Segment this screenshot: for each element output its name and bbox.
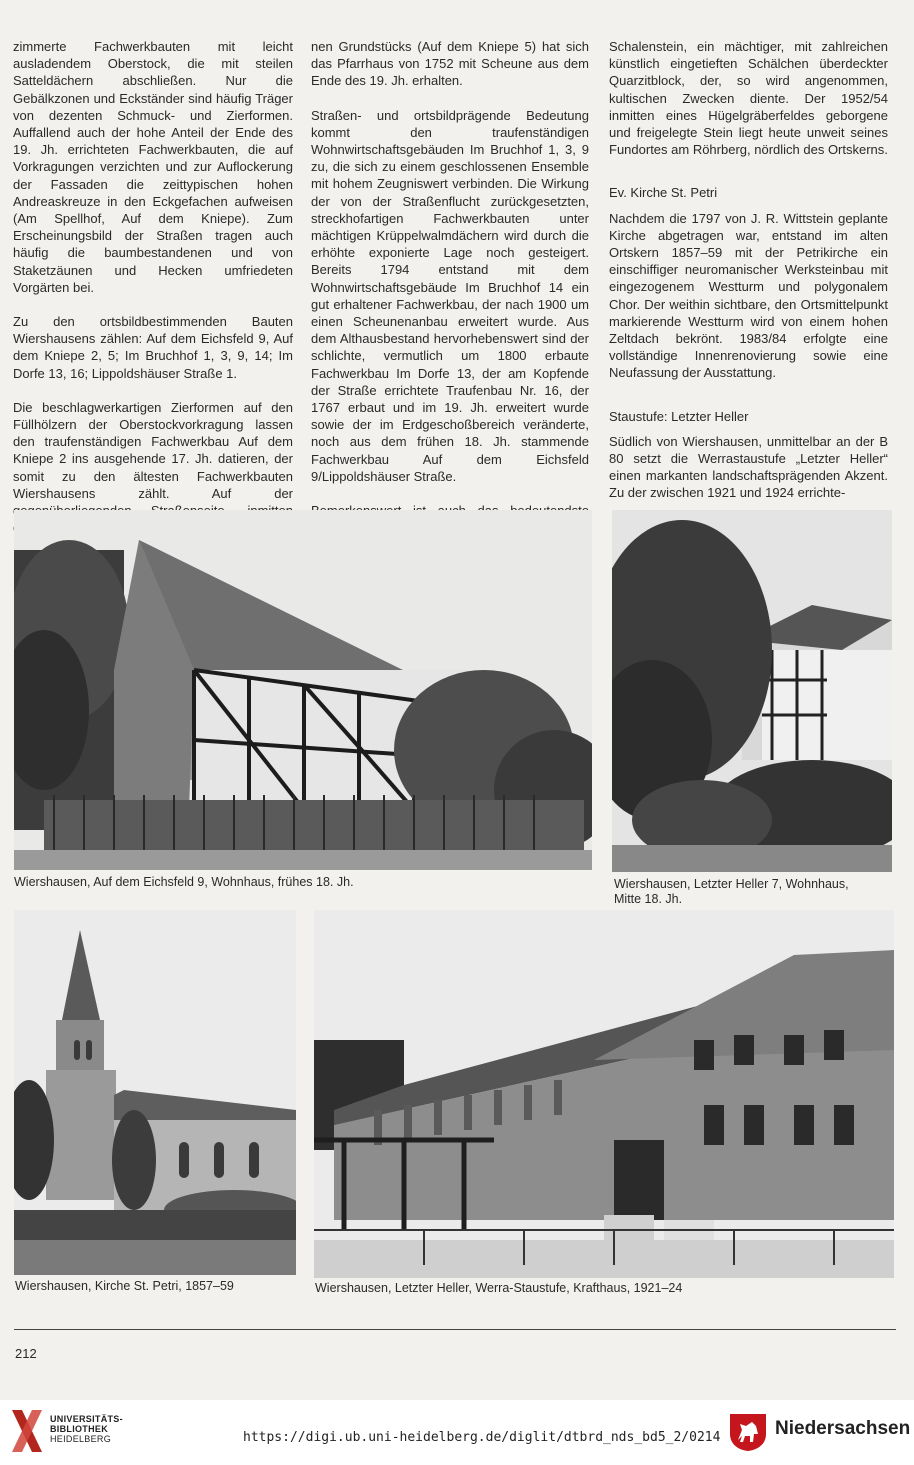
- photo-letzter-heller-house: [612, 510, 892, 872]
- uni-name-line: BIBLIOTHEK: [50, 1424, 108, 1434]
- photo-eichsfeld-house: [14, 510, 592, 870]
- section-heading: Staustufe: Letzter Heller: [609, 408, 749, 424]
- university-library-name: [50, 1414, 123, 1444]
- photo-church-st-petri: [14, 910, 296, 1275]
- page-number: 212: [15, 1346, 37, 1361]
- paragraph: Die beschlagwerkartigen Zierformen auf den Füllhölzern der Oberstockvorkragung lassen den traufenständigen Fachwerkbau Auf dem Kniepe 2 ins ausgehende 17. Jh. datieren, der somit zu den ältesten Fachwerkbauten Wiershausens zählt. Auf der: [13, 399, 293, 501]
- photo-caption: Wiershausen, Auf dem Eichsfeld 9, Wohnhaus, frühes 18. Jh.: [14, 875, 354, 889]
- university-library-logo-icon[interactable]: [8, 1406, 46, 1456]
- paragraph: Nachdem die 1797 von J. R. Wittstein geplante Kirche abgetragen war, entstand im alten Ortskern 1857–59 mit der Petrikirche ein einschiffiger neuromanischer Werksteinbau mit eingezogenem Westturm und polygonalem Chor. Der weithin sichtbare, den Ortsmittelpunkt markierende Westturm wird von einem hohen Zeltdach bekrönt. 1983/84 erfolgte eine vollständige Innenrenovierung sowie eine Neufassung der Ausstattung.: [609, 210, 888, 381]
- caption-line: Wiershausen, Letzter Heller 7, Wohnhaus,: [614, 877, 849, 891]
- photo-caption: [614, 877, 849, 907]
- paragraph: Zu den ortsbildbestimmenden Bauten Wiershausens zählen: Auf dem Eichsfeld 9, Auf dem Kniepe 2, 5; Im Bruchhof 1, 3, 9, 14; Im Dorfe 13, 16; Lippoldshäuser Straße 1.: [13, 314, 293, 381]
- paragraph: Schalenstein, ein mächtiger, mit zahlreichen künstlich eingetieften Schälchen überdeckter Quarzitblock, der, so wird angenommen, kultischen Zwecken diente. Der 1952/54 inmitten eines Hügelgräberfeldes geborgene und freigelegte Stein liegt heute unweit seines Fundortes am Röhrberg, nördlich des Ortskerns.: [609, 39, 888, 158]
- digitization-url-link[interactable]: https://digi.ub.uni-heidelberg.de/diglit/dtbrd_nds_bd5_2/0214: [243, 1430, 721, 1445]
- paragraph: Straßen- und ortsbildprägende Bedeutung kommt den traufenständigen Wohnwirtschaftsgebäuden Im Bruchhof 1, 3, 9 zu, die sich zu einem geschlossenen Ensemble mit hohem Zeugniswert verbinden. Die Wirkung der von der Straßenflucht zurückgesetzten, streckhofartigen Fachwerkbauten unter mächtigen Krüppelwalmdächern wird durch die erhöhte exponierte Lage noch gesteigert. Bereits 1794 entstand mit dem Wohnwirtschaftsgebäude Im Bruchhof 14 ein gut erhaltener Fachwerkbau, der nach 1900 um einen Scheunenanbau erweitert wurde. Aus dem Althausbestand hervorhebenswert sind der schlichte, vermutlich um 1800 erbaute Fachwerkbau Im Dorfe 13, der am Kopfende der Straße errichtete Traufenbau Nr. 16, der 1767 erbaut und im 19. Jh. erweitert wurde sowie der im Erdgeschoßbereich veränderte, noch aus dem frühen 18. Jh. stammende Fachwerkbau Auf dem Eichsfeld 9/Lippoldshäuser Straße.: [311, 107, 589, 484]
- text-column-1: [13, 38, 293, 553]
- state-name-label: Niedersachsen: [775, 1418, 911, 1439]
- photo-caption: Wiershausen, Letzter Heller, Werra-Staustufe, Krafthaus, 1921–24: [315, 1281, 683, 1295]
- digitization-footer: [0, 1400, 914, 1465]
- section-heading: Ev. Kirche St. Petri: [609, 185, 718, 201]
- paragraph: Südlich von Wiershausen, unmittelbar an der B 80 setzt die Werrastaustufe „Letzter Heller“ einen markanten landschaftsprägenden Akzent. Zu der zwischen 1921 und 1924 errichte-: [609, 433, 888, 501]
- paragraph: nen Grundstücks (Auf dem Kniepe 5) hat sich das Pfarrhaus von 1752 mit Scheune aus dem Ende des 19. Jh. erhalten.: [311, 39, 589, 89]
- text-column-2: [311, 38, 589, 553]
- uni-name-line: UNIVERSITÄTS-: [50, 1414, 123, 1424]
- footer-rule: [14, 1329, 896, 1330]
- photo-krafthaus: [314, 910, 894, 1278]
- paragraph: zimmerte Fachwerkbauten mit leicht ausladendem Oberstock, die mit steilen Satteldächern abschließen. Nur die Gebälkzonen und Eckständer sind häufig Träger von dezenten Schmuck- und Zierformen. Auffallend auch der hohe Anteil der Ende des 19. Jh. errichteten Fachwerkbauten, die auf Vorkragungen verzichten und zur Auflockerung der Fassaden die zeittypischen hohen Andreaskreuze in den Eckgefachen aufweisen (Am Spellhof, Auf dem Kniepe). Zum Erscheinungsbild der Straßen tragen auch häufig die baumbestandenen und von Staketzäunen und Hecken umfriedeten Vorgärten bei.: [13, 39, 293, 295]
- text-column-3: [609, 38, 888, 519]
- uni-name-line: HEIDELBERG: [50, 1434, 112, 1444]
- photo-caption: Wiershausen, Kirche St. Petri, 1857–59: [15, 1279, 234, 1293]
- niedersachsen-horse-icon: [728, 1412, 768, 1452]
- caption-line: Mitte 18. Jh.: [614, 892, 683, 906]
